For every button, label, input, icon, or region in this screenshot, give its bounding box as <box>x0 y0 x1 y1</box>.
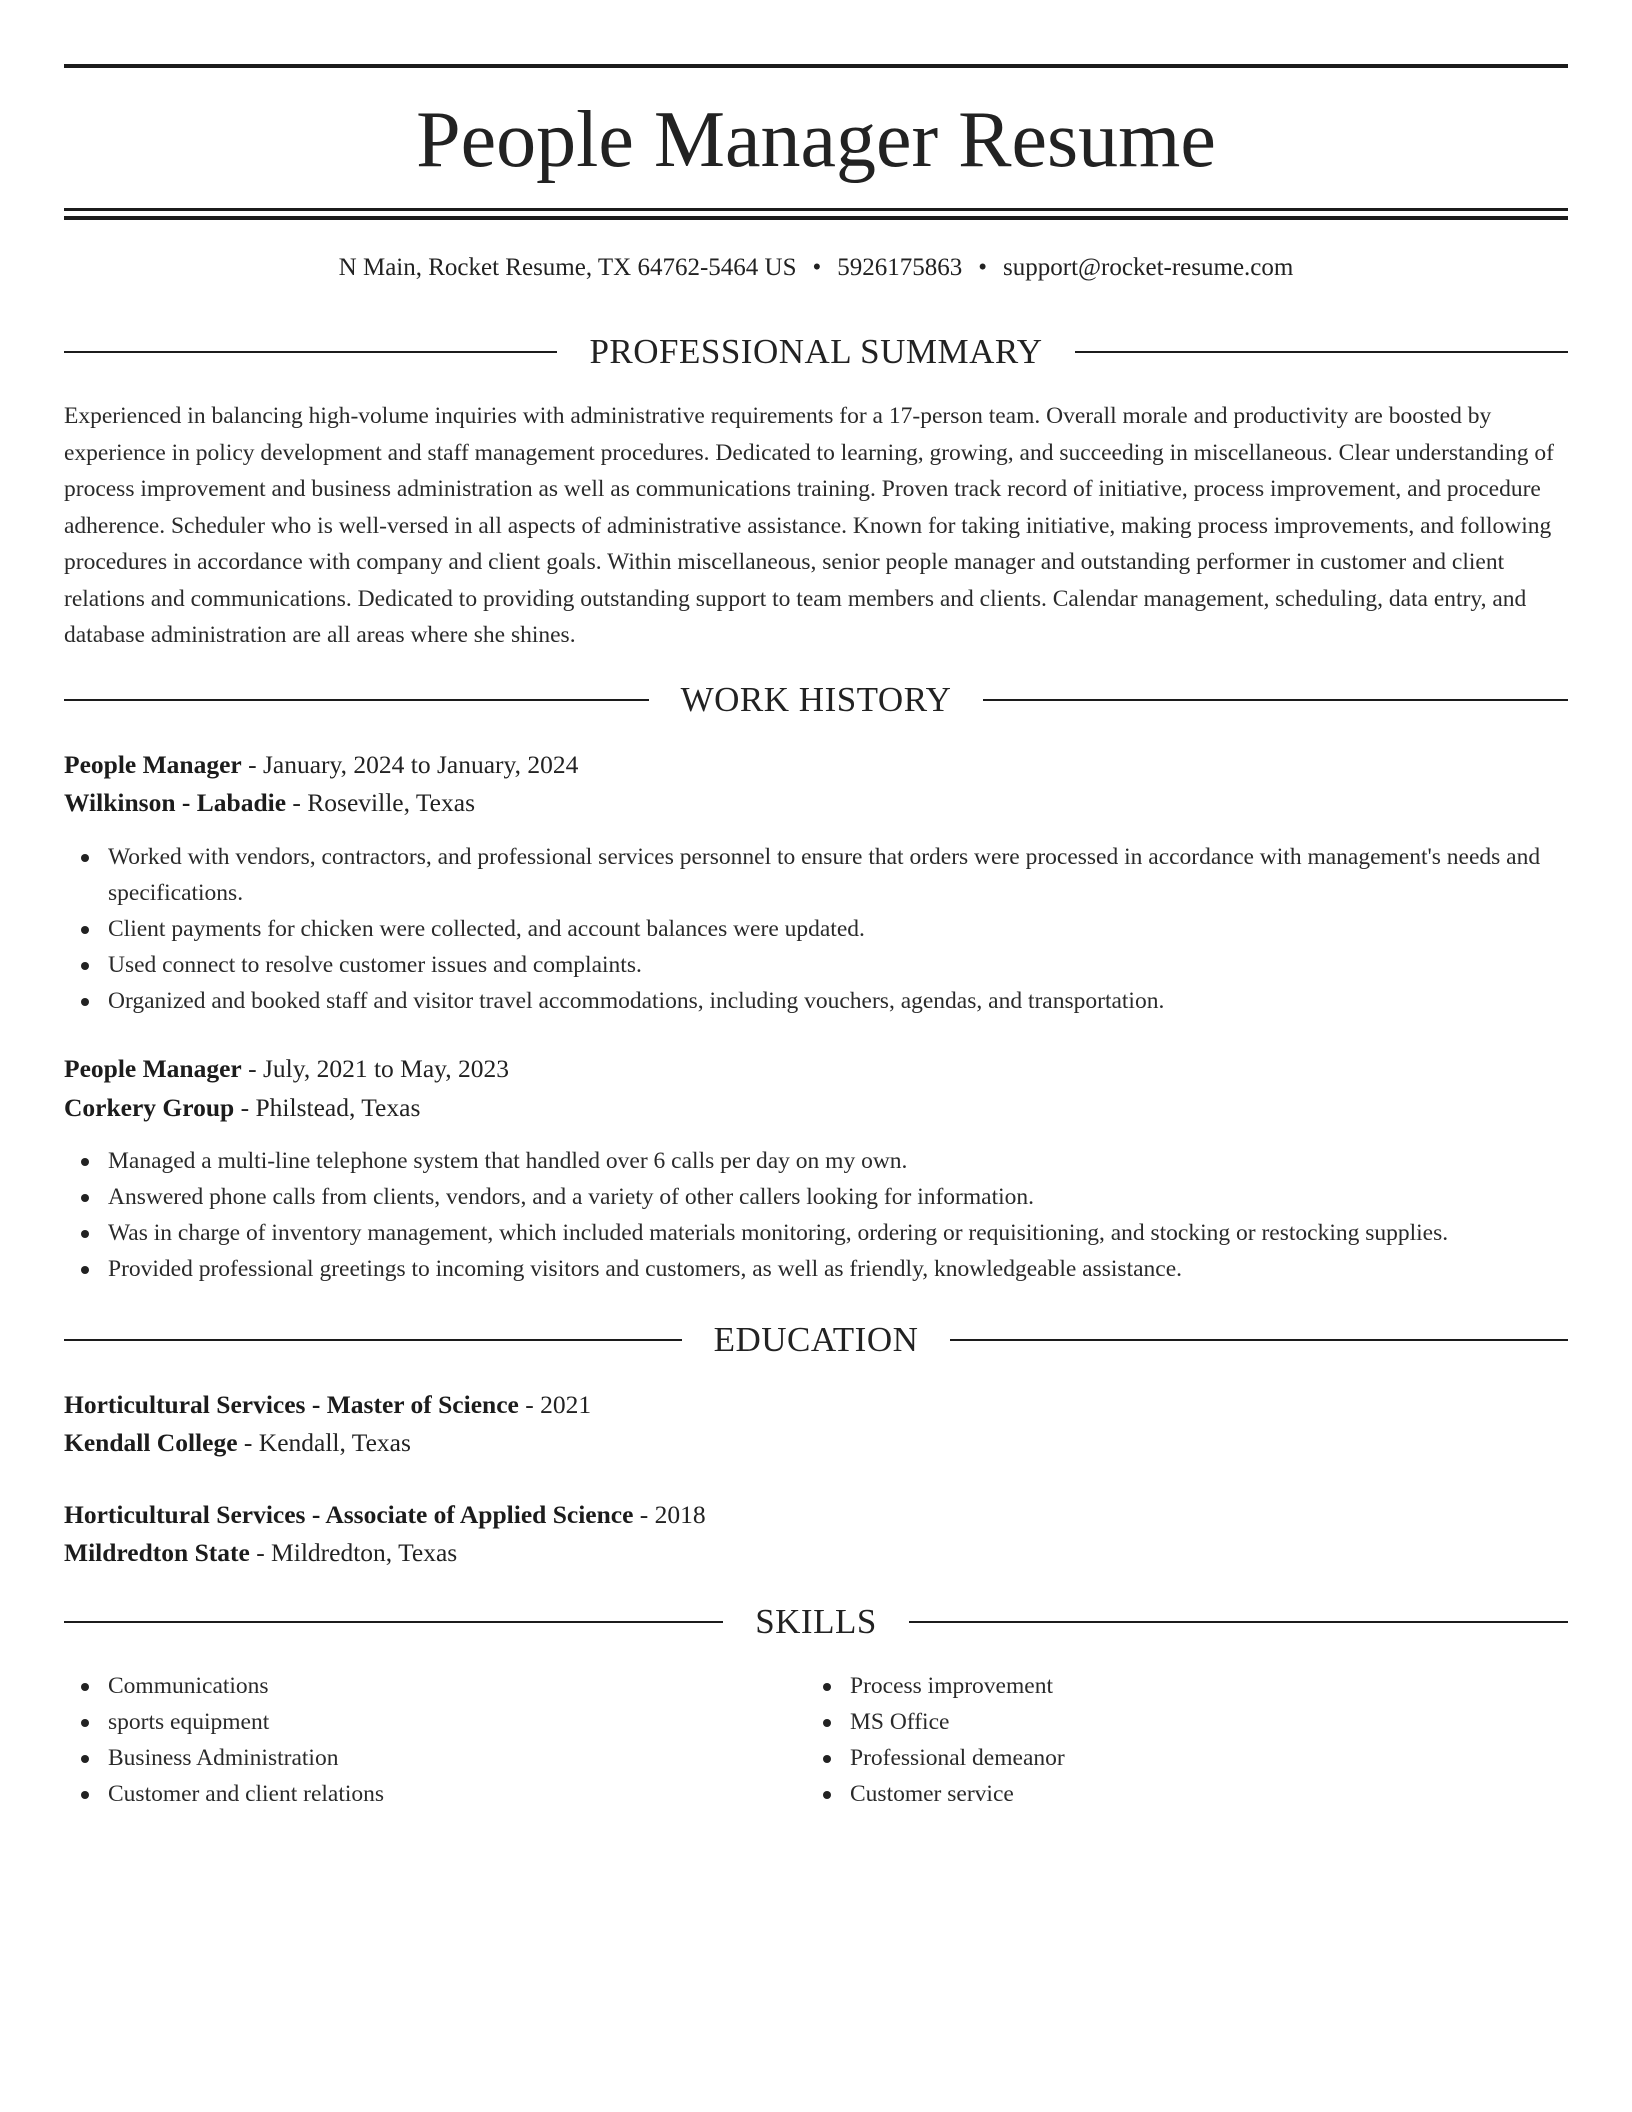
job-company: Corkery Group <box>64 1093 235 1122</box>
contact-phone: 5926175863 <box>837 254 963 281</box>
job-location: - Philstead, Texas <box>234 1093 421 1122</box>
contact-line <box>64 252 1568 284</box>
skills-list-left <box>64 1668 804 1812</box>
education-degree: Horticultural Services - Master of Science <box>64 1390 519 1419</box>
job-title: People Manager <box>64 750 242 779</box>
section-title-education: EDUCATION <box>713 1320 919 1359</box>
skill-item: Professional demeanor <box>806 1740 1546 1776</box>
education-degree-line <box>64 1496 1568 1534</box>
education-school-line <box>64 1534 1568 1572</box>
section-title-work-history: WORK HISTORY <box>680 680 952 719</box>
education-location: - Kendall, Texas <box>237 1428 411 1457</box>
list-item: Organized and booked staff and visitor travel accommodations, including vouchers, agendas, and transportation. <box>64 983 1568 1019</box>
list-item: Used connect to resolve customer issues and complaints. <box>64 947 1568 983</box>
skill-item: Communications <box>64 1668 804 1704</box>
list-item: Client payments for chicken were collected, and account balances were updated. <box>64 911 1568 947</box>
job-company-line <box>64 1089 1568 1127</box>
section-divider <box>983 699 1568 701</box>
education-degree: Horticultural Services - Associate of Applied Science <box>64 1500 634 1529</box>
job-company: Wilkinson - Labadie <box>64 788 287 817</box>
skill-item: Business Administration <box>64 1740 804 1776</box>
job-location: - Roseville, Texas <box>286 788 475 817</box>
section-title-skills: SKILLS <box>755 1602 877 1641</box>
education-school: Mildredton State <box>64 1538 250 1567</box>
summary-text: Experienced in balancing high-volume inquiries with administrative requirements for a 17-person team. Overall morale and productivity are boosted by experience in policy development and staff management procedures. Dedicated to learning, growing, and succeeding in miscellaneous. Clear understanding of process improvement and business administration as well as communications training. Proven track record of initiative, process improvement, and procedure adherence. Scheduler who is well-versed in all aspects of administrative assistance. Known for taking initiative, making process improvements, and following procedures in accordance with company and client goals. Within miscellaneous, senior people manager and outstanding performer in customer and client relations and communications. Dedicated to providing outstanding support to team members and clients. Calendar management, scheduling, data entry, and database administration are all areas where she shines. <box>64 403 1555 648</box>
job-company-line <box>64 784 1568 822</box>
skill-item: MS Office <box>806 1704 1546 1740</box>
job-duties-list <box>64 839 1568 1019</box>
page-title: People Manager Resume <box>416 96 1216 184</box>
education-year: - 2021 <box>518 1390 592 1419</box>
job-title-line <box>64 1050 1568 1088</box>
section-divider <box>1075 351 1568 353</box>
job-title: People Manager <box>64 1054 242 1083</box>
education-location: - Mildredton, Texas <box>249 1538 458 1567</box>
list-item: Provided professional greetings to incoming visitors and customers, as well as friendly, knowledgeable assistance. <box>64 1251 1568 1287</box>
skill-item: Customer service <box>806 1776 1546 1812</box>
contact-address: N Main, Rocket Resume, TX 64762-5464 US <box>338 254 797 281</box>
list-item: Managed a multi-line telephone system that handled over 6 calls per day on my own. <box>64 1143 1568 1179</box>
list-item: Answered phone calls from clients, vendors, and a variety of other callers looking for information. <box>64 1179 1568 1215</box>
skill-item: sports equipment <box>64 1704 804 1740</box>
section-header-education <box>64 1320 1568 1360</box>
education-school: Kendall College <box>64 1428 238 1457</box>
contact-email: support@rocket-resume.com <box>1003 254 1294 281</box>
skill-item: Customer and client relations <box>64 1776 804 1812</box>
section-divider <box>909 1621 1568 1623</box>
section-divider <box>64 699 649 701</box>
section-divider <box>64 351 557 353</box>
section-header-work-history <box>64 680 1568 720</box>
section-divider <box>950 1339 1568 1341</box>
list-item: Was in charge of inventory management, which included materials monitoring, ordering or requisitioning, and stocking or restocking supplies. <box>64 1215 1568 1251</box>
list-item: Worked with vendors, contractors, and professional services personnel to ensure that orders were processed in accordance with management's needs and specifications. <box>64 839 1568 911</box>
section-divider <box>64 1339 682 1341</box>
contact-separator: • <box>978 254 988 281</box>
section-divider <box>64 1621 723 1623</box>
skill-item: Process improvement <box>806 1668 1546 1704</box>
title-rule-lower <box>64 216 1568 220</box>
job-dates: - July, 2021 to May, 2023 <box>241 1054 510 1083</box>
top-rule <box>64 64 1568 68</box>
section-header-skills <box>64 1602 1568 1642</box>
section-header-summary <box>64 332 1568 372</box>
skills-list-right <box>806 1668 1546 1812</box>
education-year: - 2018 <box>633 1500 706 1529</box>
contact-separator: • <box>812 254 822 281</box>
job-dates: - January, 2024 to January, 2024 <box>241 750 579 779</box>
education-degree-line <box>64 1386 1568 1424</box>
education-school-line <box>64 1424 1568 1462</box>
job-title-line <box>64 746 1568 784</box>
section-title-summary: PROFESSIONAL SUMMARY <box>589 332 1043 371</box>
title-rule-upper <box>64 208 1568 211</box>
job-duties-list <box>64 1143 1568 1287</box>
